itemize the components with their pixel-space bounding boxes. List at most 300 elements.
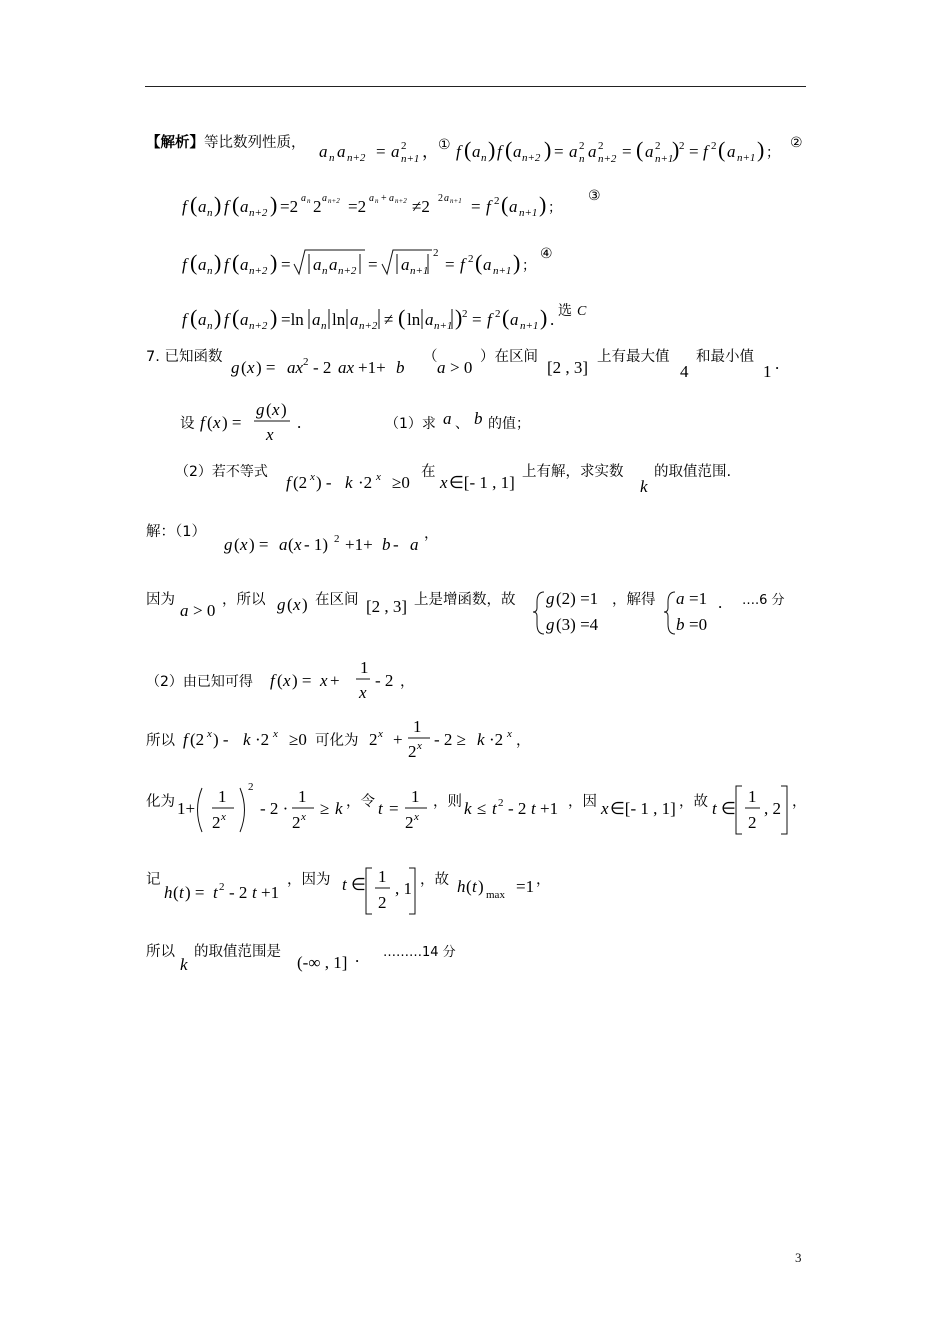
svg-text:和最小值: 和最小值 xyxy=(696,349,754,365)
svg-text:n+2: n+2 xyxy=(522,152,541,164)
svg-text:): ) xyxy=(270,305,278,330)
svg-text:2: 2 xyxy=(598,140,604,152)
svg-text:a: a xyxy=(509,197,518,216)
svg-text:n+1: n+1 xyxy=(493,265,512,277)
svg-text:x: x xyxy=(378,728,383,740)
svg-text:ax: ax xyxy=(338,358,355,377)
svg-text:n+1: n+1 xyxy=(450,197,462,205)
svg-text:(: ( xyxy=(190,192,198,217)
svg-text:，: ， xyxy=(516,733,531,749)
answer-math-4 xyxy=(0,717,950,767)
svg-text:+1+: +1+ xyxy=(358,358,386,377)
svg-text:，因: ，因 xyxy=(568,794,597,810)
svg-text:因为: 因为 xyxy=(146,592,175,608)
svg-text:- 2: - 2 xyxy=(375,671,394,690)
problem-7-math-1 xyxy=(0,345,950,385)
svg-text:a: a xyxy=(727,142,736,161)
svg-text:=1: =1 xyxy=(516,877,535,896)
svg-text:b: b xyxy=(676,615,685,634)
svg-text:=2: =2 xyxy=(280,197,299,216)
svg-text:t: t xyxy=(252,883,257,902)
svg-text:(: ( xyxy=(505,137,513,162)
svg-text:a: a xyxy=(588,142,597,161)
svg-text:): ) xyxy=(214,250,222,275)
svg-text:a: a xyxy=(337,142,346,161)
svg-text:≠2: ≠2 xyxy=(412,197,430,216)
svg-text:化为: 化为 xyxy=(146,794,175,810)
svg-text:2: 2 xyxy=(494,195,500,207)
svg-text:=: = xyxy=(376,142,386,161)
svg-text:，: ， xyxy=(400,674,415,690)
svg-text:x: x xyxy=(213,413,221,432)
svg-text:(: ( xyxy=(241,358,247,377)
svg-text:k: k xyxy=(335,799,343,818)
svg-text:x: x xyxy=(221,811,226,823)
svg-text:记: 记 xyxy=(146,872,161,888)
svg-text:a: a xyxy=(389,193,394,204)
svg-text:=0: =0 xyxy=(689,615,708,634)
svg-text:(: ( xyxy=(398,305,406,330)
svg-text:n+2: n+2 xyxy=(359,320,378,332)
svg-text:n+2: n+2 xyxy=(338,265,357,277)
svg-text:.: . xyxy=(550,310,555,329)
svg-text:a: a xyxy=(312,310,321,329)
svg-text:=: = xyxy=(281,255,291,274)
svg-text:a: a xyxy=(198,197,207,216)
svg-text:x: x xyxy=(294,535,302,554)
svg-text:n: n xyxy=(322,265,328,277)
answer-math-6 xyxy=(0,864,950,924)
svg-text:x: x xyxy=(601,799,609,818)
svg-text:): ) xyxy=(540,305,548,330)
svg-text:④: ④ xyxy=(540,246,553,262)
svg-text:a: a xyxy=(198,255,207,274)
solution-line-2-math xyxy=(0,188,950,228)
svg-text:a: a xyxy=(240,197,249,216)
svg-text:x: x xyxy=(273,728,278,740)
svg-text:，因为: ，因为 xyxy=(287,872,331,888)
svg-text:f: f xyxy=(183,730,188,749)
svg-text:t: t xyxy=(378,799,383,818)
svg-text:): ) xyxy=(281,400,287,419)
svg-text:x: x xyxy=(207,728,212,740)
svg-text:(: ( xyxy=(718,137,726,162)
svg-text:) =: ) = xyxy=(249,535,269,554)
svg-text:≠: ≠ xyxy=(384,310,394,329)
svg-text:，令: ，令 xyxy=(346,794,375,810)
svg-text:> 0: > 0 xyxy=(450,358,473,377)
svg-text:的取值范围.: 的取值范围. xyxy=(654,464,732,480)
svg-text:·2: ·2 xyxy=(489,730,504,749)
svg-text:·2: ·2 xyxy=(255,730,270,749)
svg-text:；: ； xyxy=(522,258,536,274)
svg-text:2: 2 xyxy=(212,813,221,832)
svg-text:t: t xyxy=(531,799,536,818)
svg-text:- 2: - 2 xyxy=(508,799,527,818)
svg-text:(2: (2 xyxy=(190,730,205,749)
svg-text:(: ( xyxy=(190,305,198,330)
svg-text:1+: 1+ xyxy=(177,799,196,818)
svg-text:(: ( xyxy=(464,137,472,162)
solution-line-1-math xyxy=(0,133,950,173)
svg-text:=: = xyxy=(472,310,482,329)
svg-text:a: a xyxy=(444,193,449,204)
svg-text:f: f xyxy=(224,310,229,329)
svg-text:n: n xyxy=(207,207,213,219)
svg-text:): ) xyxy=(544,137,552,162)
answer-math-2 xyxy=(0,584,950,644)
svg-text:f: f xyxy=(286,473,291,492)
svg-text:): ) xyxy=(302,595,308,614)
svg-text:f: f xyxy=(200,413,205,432)
svg-text:, 2: , 2 xyxy=(764,799,781,818)
svg-text:1: 1 xyxy=(748,787,757,806)
svg-text:ax: ax xyxy=(287,358,304,377)
svg-text:；: ； xyxy=(766,145,780,161)
svg-text:a: a xyxy=(322,193,327,204)
svg-text:（2）若不等式: （2）若不等式 xyxy=(175,464,268,480)
svg-text:∈: ∈ xyxy=(721,799,736,818)
svg-text:，所以: ，所以 xyxy=(222,592,266,608)
svg-text:t: t xyxy=(213,883,218,902)
svg-text:2: 2 xyxy=(378,893,387,912)
svg-text:上有解，求实数: 上有解，求实数 xyxy=(522,464,624,480)
svg-text:g: g xyxy=(546,615,555,634)
svg-text:t: t xyxy=(712,799,717,818)
svg-text:(: ( xyxy=(466,877,472,896)
svg-text:f: f xyxy=(182,310,187,329)
svg-text:f: f xyxy=(224,197,229,216)
svg-text:+: + xyxy=(381,193,387,204)
svg-text:n+2: n+2 xyxy=(395,197,407,205)
svg-text:): ) xyxy=(214,192,222,217)
svg-text:a: a xyxy=(240,310,249,329)
svg-text:+1: +1 xyxy=(261,883,280,902)
svg-text:=: = xyxy=(389,799,399,818)
svg-text:x: x xyxy=(440,473,448,492)
svg-text:n: n xyxy=(207,320,213,332)
svg-text:≥0: ≥0 xyxy=(289,730,307,749)
svg-text:7. 已知函数: 7. 已知函数 xyxy=(146,349,223,365)
svg-text:=2: =2 xyxy=(348,197,367,216)
svg-text:=: = xyxy=(554,142,564,161)
svg-text:(2: (2 xyxy=(293,473,308,492)
svg-text:) -: ) - xyxy=(213,730,229,749)
svg-text:4: 4 xyxy=(680,362,689,381)
svg-text:max: max xyxy=(486,889,505,901)
svg-text:k: k xyxy=(345,473,353,492)
svg-text:): ) xyxy=(672,137,680,162)
svg-text:a: a xyxy=(513,142,522,161)
svg-text:=: = xyxy=(689,142,699,161)
svg-text:b: b xyxy=(396,358,405,377)
svg-text:.: . xyxy=(775,354,780,373)
svg-text:.: . xyxy=(355,947,360,966)
svg-text:≤: ≤ xyxy=(477,799,487,818)
svg-text:(: ( xyxy=(502,305,510,330)
svg-text:n+2: n+2 xyxy=(249,320,268,332)
svg-text:a: a xyxy=(198,310,207,329)
svg-text:2: 2 xyxy=(219,881,225,893)
svg-text:k: k xyxy=(640,477,648,496)
svg-text:): ) xyxy=(539,192,547,217)
svg-text:ln: ln xyxy=(407,310,421,329)
svg-text:2: 2 xyxy=(579,140,585,152)
svg-text:2: 2 xyxy=(679,140,685,152)
svg-text:n+1: n+1 xyxy=(401,153,420,165)
answer-math-5 xyxy=(0,780,950,840)
svg-text:): ) xyxy=(270,192,278,217)
svg-text:选: 选 xyxy=(558,303,572,319)
svg-text:+1: +1 xyxy=(540,799,559,818)
svg-text:k: k xyxy=(464,799,472,818)
svg-text:> 0: > 0 xyxy=(193,601,216,620)
svg-text:、: 、 xyxy=(455,416,469,432)
page-number: 3 xyxy=(795,1250,802,1265)
svg-text:2: 2 xyxy=(369,730,378,749)
solution-line-4-math xyxy=(0,301,950,341)
svg-text:n: n xyxy=(307,197,311,205)
svg-text:): ) xyxy=(214,305,222,330)
svg-text:1: 1 xyxy=(413,717,422,736)
svg-text:2: 2 xyxy=(303,356,309,368)
svg-text:【解析】: 【解析】 xyxy=(146,135,204,151)
svg-text:): ) xyxy=(270,250,278,275)
svg-text:a: a xyxy=(180,601,189,620)
svg-text:….6 分: ….6 分 xyxy=(742,593,785,608)
svg-text:f: f xyxy=(456,142,461,161)
svg-text:①: ① xyxy=(438,137,451,153)
svg-text:+1+: +1+ xyxy=(345,535,373,554)
svg-text:): ) xyxy=(478,877,484,896)
svg-text:n+2: n+2 xyxy=(249,207,268,219)
svg-text:1: 1 xyxy=(763,362,772,381)
svg-text:2: 2 xyxy=(408,742,417,761)
svg-text:x: x xyxy=(272,400,280,419)
svg-text:k: k xyxy=(243,730,251,749)
svg-text:n+1: n+1 xyxy=(655,153,674,165)
svg-text:f: f xyxy=(182,197,187,216)
svg-text:=: = xyxy=(445,255,455,274)
svg-text:g: g xyxy=(224,535,233,554)
svg-text:(: ( xyxy=(266,400,272,419)
svg-text:∈[- 1 , 1]: ∈[- 1 , 1] xyxy=(610,799,676,818)
svg-text:设: 设 xyxy=(180,416,195,432)
svg-text:2: 2 xyxy=(313,197,322,216)
svg-text:1: 1 xyxy=(360,658,369,677)
svg-text:a: a xyxy=(329,255,338,274)
svg-text:a: a xyxy=(483,255,492,274)
svg-text:，解得: ，解得 xyxy=(612,592,656,608)
svg-text:a: a xyxy=(301,193,306,204)
svg-text:2: 2 xyxy=(334,533,340,545)
svg-text:1: 1 xyxy=(298,787,307,806)
svg-text:(: ( xyxy=(501,192,509,217)
svg-text:(2) =1: (2) =1 xyxy=(556,589,599,608)
svg-text:a: a xyxy=(437,358,446,377)
svg-text:2: 2 xyxy=(401,140,407,152)
svg-text:t: t xyxy=(179,883,184,902)
svg-text:n: n xyxy=(481,152,487,164)
svg-text:1: 1 xyxy=(411,787,420,806)
svg-text:n+1: n+1 xyxy=(434,320,453,332)
svg-text:[2 , 3]: [2 , 3] xyxy=(366,597,408,616)
svg-text:) -: ) - xyxy=(316,473,332,492)
svg-text:等比数列性质，: 等比数列性质， xyxy=(204,135,306,151)
svg-text:a: a xyxy=(676,589,685,608)
svg-text:1: 1 xyxy=(218,787,227,806)
svg-text:，故: ，故 xyxy=(679,794,708,810)
svg-text:x: x xyxy=(417,740,422,752)
header-rule xyxy=(145,86,806,87)
svg-text:x: x xyxy=(247,358,255,377)
svg-text:x: x xyxy=(240,535,248,554)
svg-text:2: 2 xyxy=(248,781,254,793)
svg-text:(: ( xyxy=(232,192,240,217)
svg-text:a: a xyxy=(510,310,519,329)
svg-text:(: ( xyxy=(190,250,198,275)
svg-text:n+1: n+1 xyxy=(410,265,429,277)
svg-text:∈: ∈ xyxy=(351,875,366,894)
svg-text:，则: ，则 xyxy=(433,794,462,810)
svg-text:(: ( xyxy=(232,250,240,275)
svg-text:∈[- 1 , 1]: ∈[- 1 , 1] xyxy=(449,473,515,492)
svg-text:f: f xyxy=(486,197,491,216)
svg-text:x: x xyxy=(359,683,367,702)
svg-text:x: x xyxy=(507,728,512,740)
svg-text:k: k xyxy=(180,955,188,974)
svg-text:在: 在 xyxy=(421,464,436,480)
svg-text:，: ， xyxy=(792,794,807,810)
svg-text:k: k xyxy=(477,730,485,749)
svg-text:) =: ) = xyxy=(292,671,312,690)
svg-text:- 2 ·: - 2 · xyxy=(260,799,289,818)
svg-text:(: ( xyxy=(232,305,240,330)
svg-text:-: - xyxy=(393,535,399,554)
svg-text:（1）求: （1）求 xyxy=(385,416,436,432)
svg-text:所以: 所以 xyxy=(146,944,175,960)
svg-text:g: g xyxy=(231,358,240,377)
svg-text:g: g xyxy=(277,595,286,614)
svg-text:2: 2 xyxy=(495,308,501,320)
svg-text:x: x xyxy=(266,425,274,444)
svg-text:) =: ) = xyxy=(256,358,276,377)
svg-text:f: f xyxy=(460,255,465,274)
svg-text:a: a xyxy=(569,142,578,161)
svg-text:的取值范围是: 的取值范围是 xyxy=(194,944,281,960)
svg-text:可化为: 可化为 xyxy=(315,733,359,749)
svg-text:a: a xyxy=(391,142,400,161)
svg-text:f: f xyxy=(270,671,275,690)
svg-text:n+2: n+2 xyxy=(249,265,268,277)
svg-text:x: x xyxy=(320,671,328,690)
svg-text:.: . xyxy=(297,413,302,432)
svg-text:- 2 ≥: - 2 ≥ xyxy=(434,730,466,749)
svg-text:C: C xyxy=(577,304,587,319)
svg-text:1: 1 xyxy=(378,867,387,886)
svg-text:n: n xyxy=(207,265,213,277)
svg-text:n+1: n+1 xyxy=(737,152,756,164)
svg-text:的值；: 的值； xyxy=(488,416,530,432)
svg-text:n: n xyxy=(321,320,327,332)
svg-text:- 2: - 2 xyxy=(313,358,332,377)
svg-text:(: ( xyxy=(277,671,283,690)
svg-text:g: g xyxy=(256,400,265,419)
svg-text:h: h xyxy=(164,883,173,902)
svg-text:，故: ，故 xyxy=(420,872,449,888)
svg-text:2: 2 xyxy=(405,813,414,832)
svg-text:n: n xyxy=(579,153,585,165)
svg-text:≥0: ≥0 xyxy=(392,473,410,492)
svg-text:(3) =4: (3) =4 xyxy=(556,615,599,634)
problem-7-math-2 xyxy=(0,398,950,448)
svg-text:ln: ln xyxy=(332,310,346,329)
svg-text:, 1: , 1 xyxy=(395,879,412,898)
svg-text:f: f xyxy=(487,310,492,329)
svg-text:[2 , 3]: [2 , 3] xyxy=(547,358,589,377)
svg-text:=ln: =ln xyxy=(281,310,304,329)
svg-text:③: ③ xyxy=(588,188,601,204)
svg-text:所以: 所以 xyxy=(146,733,175,749)
svg-text:x: x xyxy=(414,811,419,823)
svg-text:a: a xyxy=(279,535,288,554)
svg-text:a: a xyxy=(443,409,452,428)
svg-text:a: a xyxy=(369,193,374,204)
svg-text:a: a xyxy=(319,142,328,161)
svg-text:f: f xyxy=(182,255,187,274)
svg-text:a: a xyxy=(401,255,410,274)
svg-text:x: x xyxy=(376,471,381,483)
svg-text:(: ( xyxy=(207,413,213,432)
svg-text:；: ； xyxy=(548,200,562,216)
svg-text:t: t xyxy=(492,799,497,818)
svg-text:) =: ) = xyxy=(222,413,242,432)
svg-text:在区间: 在区间 xyxy=(315,592,359,608)
svg-text:): ) xyxy=(455,305,463,330)
svg-text:a: a xyxy=(410,535,419,554)
svg-text:h: h xyxy=(457,877,466,896)
svg-text:g: g xyxy=(546,589,555,608)
svg-text:=: = xyxy=(368,255,378,274)
svg-text:）在区间: ）在区间 xyxy=(480,349,538,365)
svg-text:a: a xyxy=(645,142,654,161)
svg-text:+: + xyxy=(393,730,403,749)
svg-text:.: . xyxy=(718,593,723,612)
svg-text:2: 2 xyxy=(468,253,474,265)
svg-text:(: ( xyxy=(173,883,179,902)
svg-text:(: ( xyxy=(636,137,644,162)
svg-text:（2）由已知可得: （2）由已知可得 xyxy=(146,674,253,690)
svg-text:n+1: n+1 xyxy=(519,207,538,219)
svg-text:=: = xyxy=(471,197,481,216)
svg-text:x: x xyxy=(310,471,315,483)
svg-text:=: = xyxy=(622,142,632,161)
svg-text:2: 2 xyxy=(438,193,443,204)
svg-text:): ) xyxy=(513,250,521,275)
svg-text:- 1): - 1) xyxy=(304,535,329,554)
svg-text:n+2: n+2 xyxy=(328,197,340,205)
svg-text:f: f xyxy=(497,142,502,161)
svg-text:2: 2 xyxy=(292,813,301,832)
svg-text:n+2: n+2 xyxy=(598,153,617,165)
svg-text:) =: ) = xyxy=(185,883,205,902)
svg-text:b: b xyxy=(474,409,483,428)
svg-text:2: 2 xyxy=(462,308,468,320)
svg-text:f: f xyxy=(224,255,229,274)
svg-text:（: （ xyxy=(423,349,438,365)
svg-text:- 2: - 2 xyxy=(229,883,248,902)
svg-text:x: x xyxy=(293,595,301,614)
